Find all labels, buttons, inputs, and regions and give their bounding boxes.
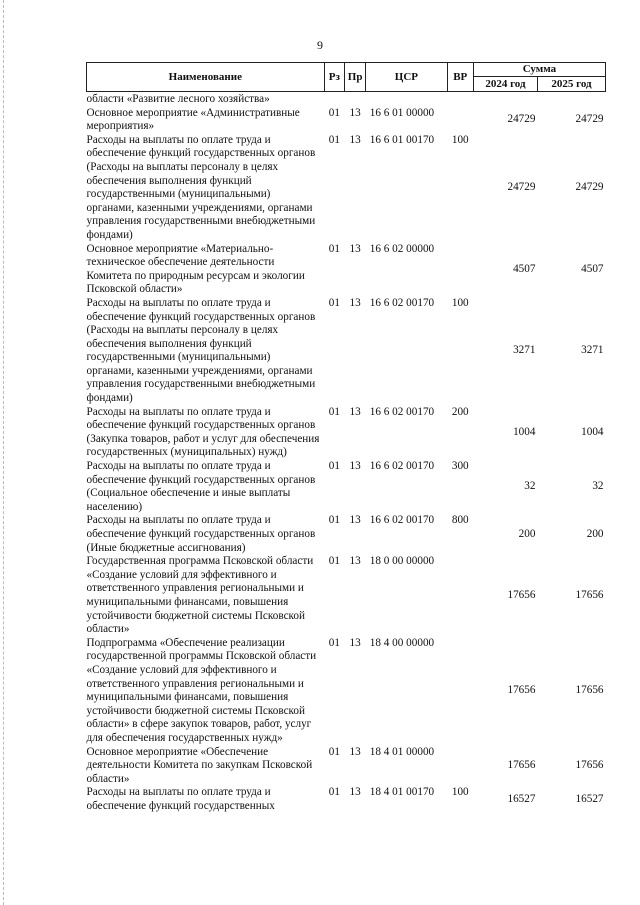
cell-y2024: 4507 (513, 262, 536, 275)
cell-csr: 18 4 00 00000 (369, 636, 435, 649)
table-row (87, 460, 606, 514)
table-row (87, 746, 606, 787)
table-row (87, 107, 606, 134)
cell-pr: 13 (349, 296, 361, 309)
cell-pr: 13 (349, 460, 361, 473)
cell-y2025 (537, 92, 605, 107)
header-2024: 2024 год (473, 77, 537, 92)
cell-y2024: 1004 (513, 426, 536, 439)
cell-name: Основное мероприятие «Административные мероприятия» (86, 106, 300, 133)
cell-y2025: 3271 (581, 344, 604, 357)
table-body (87, 92, 606, 814)
cell-rz: 01 (328, 514, 340, 527)
cell-rz (324, 92, 344, 107)
cell-y2025: 17656 (575, 684, 604, 697)
cell-y2025: 24729 (575, 113, 604, 126)
cell-csr (366, 92, 447, 107)
cell-y2024: 17656 (507, 759, 536, 772)
cell-name: области «Развитие лесного хозяйства» (86, 93, 270, 105)
cell-rz: 01 (328, 296, 340, 309)
cell-rz: 01 (328, 745, 340, 758)
cell-vr: 300 (451, 460, 469, 473)
cell-vr (447, 555, 473, 637)
cell-rz: 01 (328, 460, 340, 473)
cell-csr: 18 4 01 00000 (369, 745, 435, 758)
table-header (87, 63, 606, 92)
cell-y2025: 200 (586, 528, 604, 540)
cell-vr: 100 (451, 786, 469, 799)
cell-y2024: 17656 (507, 589, 536, 602)
cell-name: Подпрограмма «Обеспечение реализации государственной программы Псковской области «Создание условий для эффективного и ответственного управления региональными и муниципальными финансами, повышения устойчивости бюджетной системы Псковской области» в сфере закупок товаров, работ, услуг для обеспечения государственных нужд» (86, 636, 317, 744)
table-row (87, 514, 606, 555)
cell-csr: 16 6 01 00000 (369, 106, 435, 119)
table-row (87, 243, 606, 297)
cell-y2024: 16527 (507, 793, 536, 806)
table-row (87, 92, 606, 107)
cell-csr: 16 6 02 00000 (369, 242, 435, 255)
table-row (87, 406, 606, 460)
cell-y2025: 17656 (575, 759, 604, 772)
table-row (87, 134, 606, 243)
cell-vr (447, 746, 473, 787)
cell-pr: 13 (349, 636, 361, 649)
cell-rz: 01 (328, 636, 340, 649)
cell-vr (447, 243, 473, 297)
cell-name: Основное мероприятие «Обеспечение деятельности Комитета по закупкам Псковской области» (86, 745, 313, 785)
header-csr: ЦСР (366, 63, 447, 92)
cell-y2025: 17656 (575, 589, 604, 602)
cell-csr: 16 6 02 00170 (369, 405, 435, 418)
cell-y2025: 1004 (581, 426, 604, 439)
header-pr: Пр (344, 63, 365, 92)
cell-vr: 100 (451, 133, 469, 146)
cell-vr: 200 (451, 405, 469, 418)
header-vr: ВР (447, 63, 473, 92)
cell-name: Расходы на выплаты по оплате труда и обеспечение функций государственных (86, 786, 275, 812)
cell-name: Основное мероприятие «Материально-техническое обеспечение деятельности Комитета по природным ресурсам и экологии Псковской области» (86, 242, 305, 296)
cell-y2024: 24729 (507, 113, 536, 126)
cell-vr (447, 107, 473, 134)
table-row (87, 786, 606, 813)
cell-csr: 16 6 01 00170 (369, 133, 435, 146)
table-row (87, 297, 606, 406)
cell-csr: 16 6 02 00170 (369, 514, 435, 527)
header-sum: Сумма (473, 63, 605, 77)
cell-pr: 13 (349, 242, 361, 255)
cell-y2024: 200 (518, 528, 536, 540)
cell-y2025: 4507 (581, 262, 604, 275)
header-2025: 2025 год (537, 77, 605, 92)
cell-rz: 01 (328, 242, 340, 255)
scan-margin-line (3, 0, 4, 905)
cell-name: Расходы на выплаты по оплате труда и обеспечение функций государственных органов (Закупка товаров, работ и услуг для обеспечения государственных (муниципальных) нужд) (86, 405, 320, 459)
cell-pr: 13 (349, 106, 361, 119)
cell-y2024: 24729 (507, 181, 536, 194)
cell-rz: 01 (328, 405, 340, 418)
cell-name: Расходы на выплаты по оплате труда и обеспечение функций государственных органов (Расходы на выплаты персоналу в целях обеспечения выполнения функций государственными (муниципальными) органами, казенными учреждениями, органами управления государственными внебюджетными фондами) (86, 133, 316, 241)
cell-rz: 01 (328, 106, 340, 119)
table-row (87, 637, 606, 746)
cell-pr: 13 (349, 405, 361, 418)
cell-pr: 13 (349, 745, 361, 758)
cell-vr (447, 637, 473, 746)
cell-name: Расходы на выплаты по оплате труда и обеспечение функций государственных органов (Расходы на выплаты персоналу в целях обеспечения выполнения функций государственными (муниципальными) органами, казенными учреждениями, органами управления государственными внебюджетными фондами) (86, 296, 316, 405)
cell-name: Расходы на выплаты по оплате труда и обеспечение функций государственных органов (Социальное обеспечение и иные выплаты населению) (86, 460, 316, 513)
cell-vr (447, 92, 473, 107)
cell-y2025: 32 (592, 480, 604, 493)
table-row (87, 555, 606, 637)
cell-rz: 01 (328, 133, 340, 146)
cell-vr: 100 (451, 296, 469, 309)
cell-name: Расходы на выплаты по оплате труда и обеспечение функций государственных органов (Иные бюджетные ассигнования) (86, 514, 316, 554)
cell-y2025: 24729 (575, 181, 604, 194)
cell-pr (344, 92, 365, 107)
header-rz: Рз (324, 63, 344, 92)
cell-y2024: 32 (524, 480, 536, 493)
cell-csr: 18 0 00 00000 (369, 555, 435, 568)
cell-y2024: 3271 (513, 344, 536, 357)
cell-y2024 (473, 92, 537, 107)
cell-pr: 13 (349, 786, 361, 799)
cell-csr: 16 6 02 00170 (369, 460, 435, 473)
cell-y2025: 16527 (575, 793, 604, 806)
cell-pr: 13 (349, 514, 361, 527)
cell-y2024: 17656 (507, 684, 536, 697)
page-number: 9 (317, 38, 323, 52)
cell-rz: 01 (328, 555, 340, 568)
cell-rz: 01 (328, 786, 340, 799)
cell-csr: 16 6 02 00170 (369, 296, 435, 309)
cell-pr: 13 (349, 133, 361, 146)
header-name: Наименование (87, 63, 325, 92)
budget-table (86, 62, 606, 813)
cell-name: Государственная программа Псковской области «Создание условий для эффективного и ответственного управления региональными и муниципальными финансами, повышения устойчивости бюджетной системы Псковской области» (86, 555, 314, 636)
cell-pr: 13 (349, 555, 361, 568)
cell-vr: 800 (451, 514, 469, 527)
cell-csr: 18 4 01 00170 (369, 786, 435, 799)
